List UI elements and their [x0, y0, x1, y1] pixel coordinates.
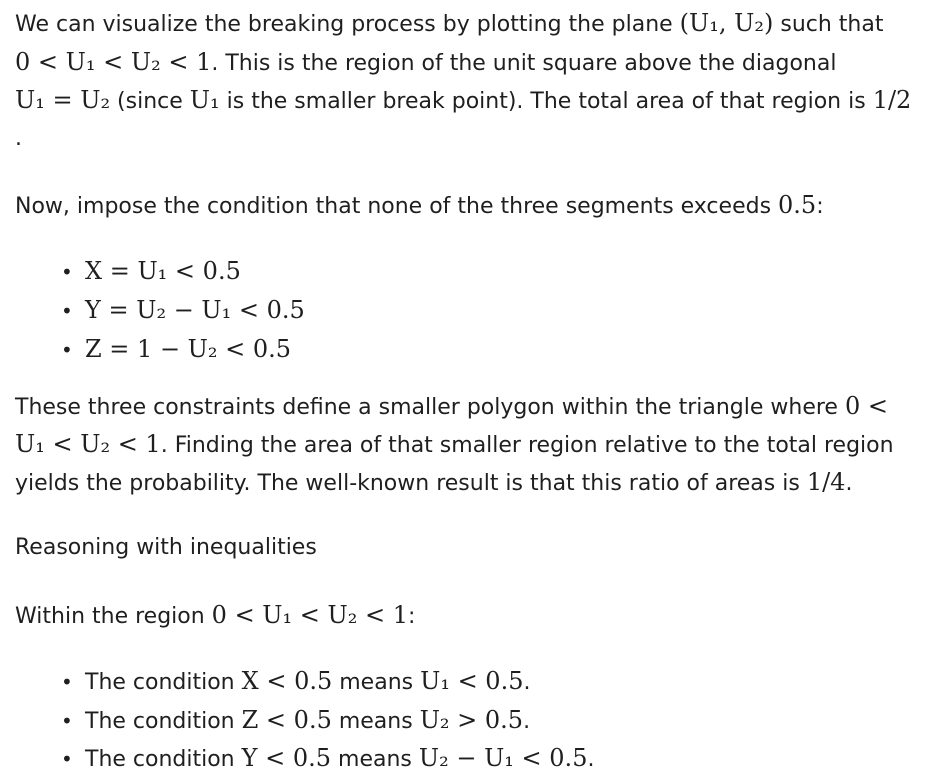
text: such that — [773, 12, 884, 37]
bullet-icon: • — [61, 709, 73, 733]
bullet-icon: • — [61, 260, 73, 284]
text: . — [523, 709, 531, 734]
math: U₂ − U₁ < 0.5 — [418, 744, 588, 772]
text: yields the probability. The well-known result is that this ratio of areas is — [15, 471, 807, 496]
math-quarter: 1/4 — [806, 468, 846, 496]
p3-line-2 — [15, 429, 894, 461]
math: 0 < — [844, 392, 888, 420]
text: . Finding the area of that smaller region relative to the total region — [160, 433, 894, 458]
text: We can visualize the breaking process by plotting the plane — [15, 12, 680, 37]
bullet-icon: • — [61, 338, 73, 362]
math-u1: U₁ — [189, 86, 220, 114]
text: . This is the region of the unit square above the diagonal — [211, 51, 837, 76]
math: Y < 0.5 — [241, 744, 332, 772]
math-plane: (U₁, U₂) — [679, 9, 774, 37]
math-region: 0 < U₁ < U₂ < 1 — [211, 601, 409, 629]
math: X < 0.5 — [241, 667, 333, 695]
p2-line — [15, 190, 824, 222]
text: means — [332, 670, 421, 695]
text: : — [816, 194, 824, 219]
text: These three constraints define a smaller polygon within the triangle where — [15, 395, 845, 420]
bullet-icon: • — [61, 747, 73, 771]
text: The condition — [85, 670, 242, 695]
p4-line — [15, 600, 415, 632]
p1-line-1 — [15, 8, 883, 40]
list-item — [61, 334, 291, 366]
math-threshold: 0.5 — [778, 191, 817, 219]
text: . — [845, 471, 853, 496]
p3-line-1 — [15, 391, 888, 423]
text: . — [523, 670, 531, 695]
bullet-icon: • — [61, 299, 73, 323]
text: means — [331, 747, 419, 772]
math-diagonal: U₁ = U₂ — [15, 86, 111, 114]
math-region: 0 < U₁ < U₂ < 1 — [15, 48, 212, 76]
math-constraint-x: X = U₁ < 0.5 — [85, 257, 241, 285]
math: U₁ < 0.5 — [420, 667, 524, 695]
text: The condition — [85, 709, 242, 734]
p1-line-2 — [15, 47, 836, 79]
math: U₂ > 0.5 — [419, 706, 524, 734]
list-item — [61, 743, 594, 775]
text: The condition — [85, 747, 242, 772]
text: means — [331, 709, 420, 734]
text: . — [587, 747, 595, 772]
text: is the smaller break point). The total area of that region is — [219, 89, 873, 114]
text: Within the region — [15, 604, 212, 629]
list-item — [61, 256, 241, 288]
p1-line-4 — [15, 124, 22, 154]
math-half: 1/2 — [872, 86, 912, 114]
math: Z < 0.5 — [241, 706, 332, 734]
text: . — [15, 126, 22, 151]
math-constraint-y: Y = U₂ − U₁ < 0.5 — [85, 296, 305, 324]
math: U₁ < U₂ < 1 — [15, 430, 161, 458]
text: : — [408, 604, 416, 629]
list-item — [61, 705, 530, 737]
p1-line-3 — [15, 85, 911, 117]
bullet-icon: • — [61, 670, 73, 694]
text: Now, impose the condition that none of the three segments exceeds — [15, 194, 779, 219]
list-item — [61, 295, 305, 327]
p3-line-3 — [15, 467, 852, 499]
list-item — [61, 666, 530, 698]
math-constraint-z: Z = 1 − U₂ < 0.5 — [85, 335, 292, 363]
section-heading: Reasoning with inequalities — [15, 535, 317, 560]
text: (since — [110, 89, 190, 114]
